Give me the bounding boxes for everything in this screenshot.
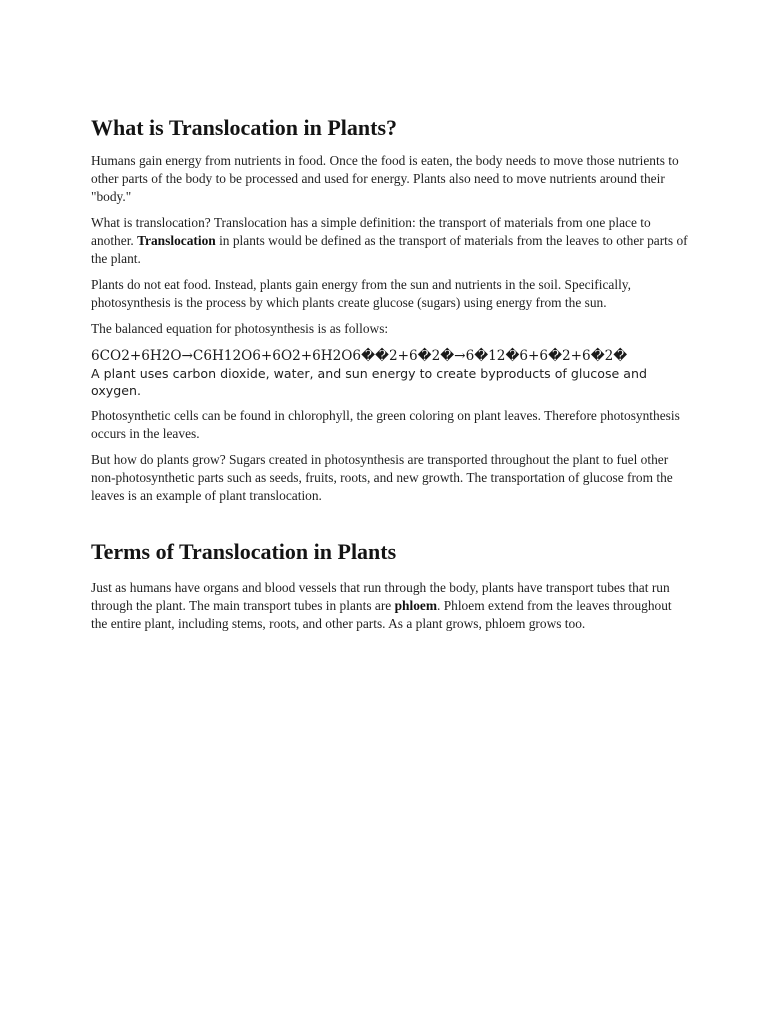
paragraph-byproducts: A plant uses carbon dioxide, water, and sun energy to create byproducts of glucose and oxygen. [91, 366, 647, 398]
paragraph-phloem [91, 579, 691, 633]
paragraph-intro: Humans gain energy from nutrients in food. Once the food is eaten, the body needs to move those nutrients to other parts of the body to be processed and used for energy. Plants also need to move nutrients around their "body." [91, 153, 679, 204]
term-translocation: Translocation [137, 233, 216, 248]
phloem-text-start: Just as humans have organs and blood vessels that run through the body, plants have transport tubes that run through the plant. The main transport tubes in plants are [91, 580, 670, 613]
term-phloem: phloem [394, 598, 437, 613]
definition-text-end: in plants would be defined as the transport of materials from the leaves to other parts of the plant. [91, 233, 688, 266]
paragraph-growth: But how do plants grow? Sugars created in photosynthesis are transported throughout the plant to fuel other non-photosynthetic parts such as seeds, fruits, roots, and new growth. The transportation of glucose from the leaves is an example of plant translocation. [91, 452, 673, 503]
paragraph-chlorophyll: Photosynthetic cells can be found in chlorophyll, the green coloring on plant leaves. Therefore photosynthesis occurs in the leaves. [91, 408, 680, 441]
document-page [91, 0, 691, 641]
paragraph-definition [91, 214, 691, 268]
photosynthesis-equation: 6CO2+6H2O→C6H12O6+6O2+6H2O6��2+6�2�→6�12�6+6�2+6�2� [91, 348, 628, 364]
section-heading-terms: Terms of Translocation in Plants [91, 539, 397, 564]
phloem-text-end: . Phloem extend from the leaves throughout the entire plant, including stems, roots, and other parts. As a plant grows, phloem grows too. [91, 598, 672, 631]
paragraph-equation-intro: The balanced equation for photosynthesis is as follows: [91, 321, 389, 336]
section-heading-translocation: What is Translocation in Plants? [91, 115, 398, 140]
definition-text-start: What is translocation? Translocation has a simple definition: the transport of materials from one place to another. [91, 215, 651, 248]
paragraph-energy: Plants do not eat food. Instead, plants gain energy from the sun and nutrients in the soil. Specifically, photosynthesis is the process by which plants create glucose (sugars) using energy from the sun. [91, 277, 631, 310]
